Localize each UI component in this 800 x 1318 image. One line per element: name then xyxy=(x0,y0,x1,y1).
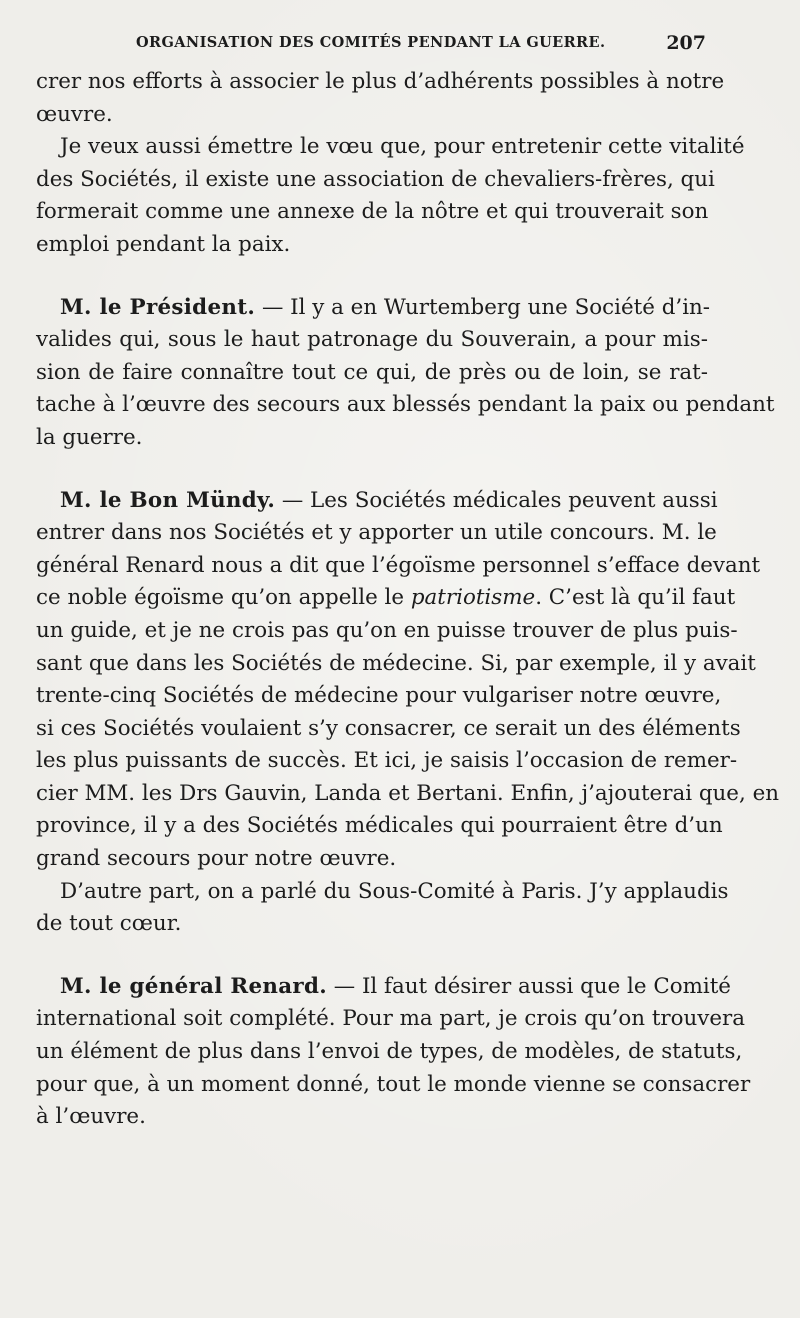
running-head xyxy=(136,32,706,56)
paragraph-gap xyxy=(36,455,708,485)
text-line: Je veux aussi émettre le vœu que, pour entretenir cette vitalité xyxy=(60,134,745,160)
text-line: si ces Sociétés voulaient s’y consacrer, ce serait un des éléments xyxy=(36,715,741,741)
page-number: 207 xyxy=(666,32,706,54)
paragraph-gap xyxy=(36,941,708,971)
text-line: cier MM. les Drs Gauvin, Landa et Bertani. Enfin, j’ajouterai que, en xyxy=(36,780,780,806)
text-line: formerait comme une annexe de la nôtre et qui trouverait son xyxy=(36,199,709,225)
text-line: pour que, à un moment donné, tout le monde vienne se consacrer xyxy=(36,1071,751,1097)
text-line: un guide, et je ne crois pas qu’on en puisse trouver de plus puis- xyxy=(36,617,738,643)
speaker-name: M. le Président. xyxy=(60,294,256,320)
text-line: crer nos efforts à associer le plus d’adhérents possibles à notre xyxy=(36,69,725,94)
text-line: de tout cœur. xyxy=(36,911,182,937)
paragraph-gap xyxy=(36,262,708,292)
text-line: M. le général Renard. — Il faut désirer aussi que le Comité xyxy=(60,973,731,999)
text-line: D’autre part, on a parlé du Sous-Comité à Paris. J’y applaudis xyxy=(60,878,729,904)
speaker-name: M. le général Renard. xyxy=(60,973,327,999)
text-line: les plus puissants de succès. Et ici, je saisis l’occasion de remer- xyxy=(36,748,738,774)
text-line: province, il y a des Sociétés médicales qui pourraient être d’un xyxy=(36,813,723,839)
text-line: sion de faire connaître tout ce qui, de près ou de loin, se rat- xyxy=(36,359,708,385)
text-line: des Sociétés, il existe une association de chevaliers-frères, qui xyxy=(36,166,715,192)
italic-word: patriotisme xyxy=(410,585,536,611)
text-line: entrer dans nos Sociétés et y apporter un utile concours. M. le xyxy=(36,520,717,546)
text-line: la guerre. xyxy=(36,424,143,450)
text-line: tache à l’œuvre des secours aux blessés pendant la paix ou pendant xyxy=(36,392,775,418)
text-line: un élément de plus dans l’envoi de types, de modèles, de statuts, xyxy=(36,1039,743,1065)
text-line: international soit complété. Pour ma part, je crois qu’on trouvera xyxy=(36,1006,746,1032)
body-text xyxy=(36,66,780,1134)
running-title: ORGANISATION DES COMITÉS PENDANT LA GUERRE. xyxy=(136,34,606,51)
text-line: M. le Président. — Il y a en Wurtemberg une Société d’in- xyxy=(60,294,711,320)
text-line: à l’œuvre. xyxy=(36,1104,146,1130)
text-line: grand secours pour notre œuvre. xyxy=(36,846,397,872)
text-line: valides qui, sous le haut patronage du Souverain, a pour mis- xyxy=(36,327,708,353)
text-line: trente-cinq Sociétés de médecine pour vulgariser notre œuvre, xyxy=(36,683,722,709)
text-line: ce noble égoïsme qu’on appelle le patriotisme. C’est là qu’il faut xyxy=(36,585,736,611)
text-line: général Renard nous a dit que l’égoïsme personnel s’efface devant xyxy=(36,552,761,578)
text-line: œuvre. xyxy=(36,101,113,127)
text-line: emploi pendant la paix. xyxy=(36,231,291,257)
speaker-name: M. le Bon Mündy. xyxy=(60,487,276,513)
text-line: sant que dans les Sociétés de médecine. Si, par exemple, il y avait xyxy=(36,650,756,676)
text-line: M. le Bon Mündy. — Les Sociétés médicales peuvent aussi xyxy=(60,487,718,513)
